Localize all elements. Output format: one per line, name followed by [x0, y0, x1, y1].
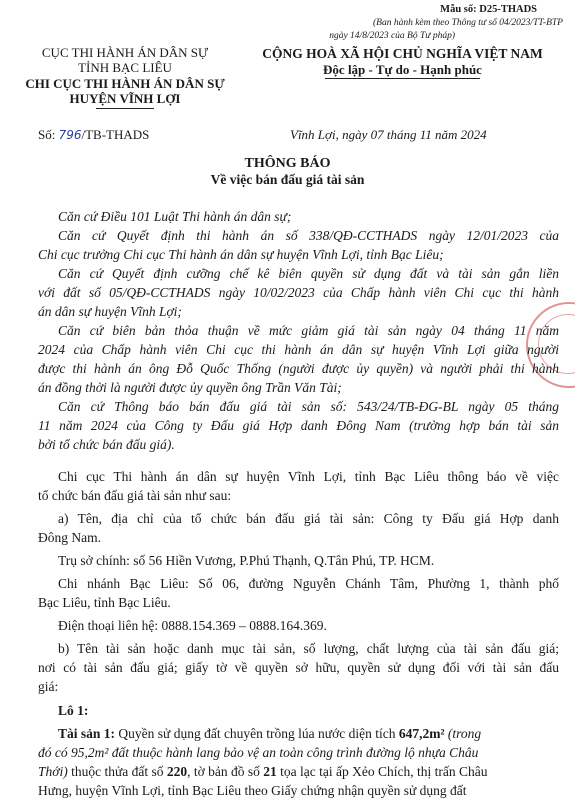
asset-text: Quyền sử dụng đất chuyên trồng lúa nước diện tích — [118, 726, 396, 741]
form-note-date: ngày 14/8/2023 của Bộ Tư pháp) — [329, 31, 455, 41]
asset-line: Hưng, huyện Vĩnh Lợi, tỉnh Bạc Liêu theo Giấy chứng nhận quyền sử dụng đất — [38, 783, 467, 798]
asset-line — [58, 724, 559, 743]
headquarters-address: Trụ sở chính: số 56 Hiền Vương, P.Phú Thạnh, Q.Tân Phú, TP. HCM. — [58, 553, 435, 568]
map-sheet-number: 21 — [263, 764, 277, 779]
basis-line: Căn cứ Quyết định cưỡng chế kê biên quyền sử dụng đất và tài sản gắn liền — [58, 266, 559, 281]
asset-text: , tờ bản đồ số — [187, 764, 260, 779]
basis-line: Căn cứ Thông báo bán đấu giá tài sản số: 543/24/TB-ĐG-BL ngày 05 tháng — [58, 399, 559, 414]
asset-description-heading: giá: — [38, 679, 59, 694]
asset-line — [38, 762, 559, 781]
document-number-suffix: /TB-THADS — [81, 127, 150, 142]
agency-divider — [96, 108, 154, 109]
agency-name-line1: CHI CỤC THI HÀNH ÁN DÂN SỰ — [25, 76, 225, 91]
branch-address: Bạc Liêu, tỉnh Bạc Liêu. — [38, 595, 171, 610]
asset-label: Tài sản 1: — [58, 726, 116, 741]
asset-line: đó có 95,2m² đất thuộc hành lang bảo vệ an toàn công trình đường lộ nhựa Châu — [38, 745, 479, 760]
form-note: (Ban hành kèm theo Thông tư số 04/2023/TT-BTP — [373, 18, 563, 28]
basis-line: án đồng thời là người được ủy quyền ông Trần Văn Tài; — [38, 380, 342, 395]
asset-text: Thới) — [38, 764, 68, 779]
issue-date: Vĩnh Lợi, ngày 07 tháng 11 năm 2024 — [290, 127, 487, 142]
agency-name-line2: HUYỆN VĨNH LỢI — [69, 91, 181, 106]
auction-org-line: Đông Nam. — [38, 530, 101, 545]
basis-line: với đất số 05/QĐ-CCTHADS ngày 10/02/2023 của Chấp hành viên Chi cục thi hành — [38, 285, 559, 300]
asset-text: (trong — [447, 726, 482, 741]
document-number-value: 796 — [58, 128, 82, 142]
basis-line: Chi cục trưởng Chi cục Thi hành án dân sự huyện Vĩnh Lợi, tỉnh Bạc Liêu; — [38, 247, 444, 262]
lot-heading: Lô 1: — [58, 703, 89, 718]
intro-line: tổ chức bán đấu giá tài sản như sau: — [38, 488, 232, 503]
asset-text: thuộc thửa đất số — [71, 764, 164, 779]
asset-area: 647,2m² — [398, 726, 445, 741]
agency-parent-line1: CỤC THI HÀNH ÁN DÂN SỰ — [41, 45, 209, 60]
basis-line: Căn cứ biên bản thỏa thuận về mức giảm giá tài sản ngày 04 tháng 11 năm — [58, 323, 559, 338]
asset-description-heading: nơi có tài sản đấu giá; giấy tờ về quyền sở hữu, quyền sử dụng đối với tài sản đấu — [38, 660, 559, 675]
document-title: THÔNG BÁO — [244, 156, 331, 171]
asset-description-heading: b) Tên tài sản hoặc danh mục tài sản, số lượng, chất lượng của tài sản đấu giá; — [58, 641, 559, 656]
basis-line: Căn cứ Quyết định thi hành án số 338/QĐ-CCTHADS ngày 12/01/2023 của — [58, 228, 559, 243]
parcel-number: 220 — [166, 764, 188, 779]
asset-text: tọa lạc tại ấp Xẻo Chích, thị trấn Châu — [280, 764, 488, 779]
national-motto: Độc lập - Tự do - Hạnh phúc — [323, 62, 482, 77]
document-number — [38, 127, 149, 143]
document-number-prefix: Số: — [38, 127, 56, 142]
intro-line: Chi cục Thi hành án dân sự huyện Vĩnh Lợi, tỉnh Bạc Liêu thông báo về việc — [58, 469, 559, 484]
national-title: CỘNG HOÀ XÃ HỘI CHỦ NGHĨA VIỆT NAM — [262, 46, 543, 61]
basis-line: Căn cứ Điều 101 Luật Thi hành án dân sự; — [58, 209, 292, 224]
motto-divider — [325, 78, 480, 79]
basis-line: bởi tổ chức bán đấu giá). — [38, 437, 175, 452]
agency-parent-line2: TỈNH BẠC LIÊU — [78, 60, 172, 75]
document-subtitle: Về việc bán đấu giá tài sản — [210, 172, 365, 187]
auction-org-line: a) Tên, địa chỉ của tổ chức bán đấu giá tài sản: Công ty Đấu giá Hợp danh — [58, 511, 559, 526]
contact-phone: Điện thoại liên hệ: 0888.154.369 – 0888.164.369. — [58, 618, 327, 633]
basis-line: 11 năm 2024 của Công ty Đấu giá Hợp danh Đông Nam (trường hợp bán tài sản — [38, 418, 559, 433]
basis-line: 2024 của Chấp hành viên Chi cục thi hành án dân sự huyện Vĩnh Lợi giữa người — [38, 342, 559, 357]
branch-address: Chi nhánh Bạc Liêu: Số 06, đường Nguyễn Chánh Tâm, Phường 1, thành phố — [58, 576, 559, 591]
basis-line: được thi hành án ông Đỗ Quốc Thống (người được ủy quyền) và người phải thi hành — [38, 361, 559, 376]
form-code: Mẫu số: D25-THADS — [440, 4, 537, 15]
basis-line: án dân sự huyện Vĩnh Lợi; — [38, 304, 182, 319]
